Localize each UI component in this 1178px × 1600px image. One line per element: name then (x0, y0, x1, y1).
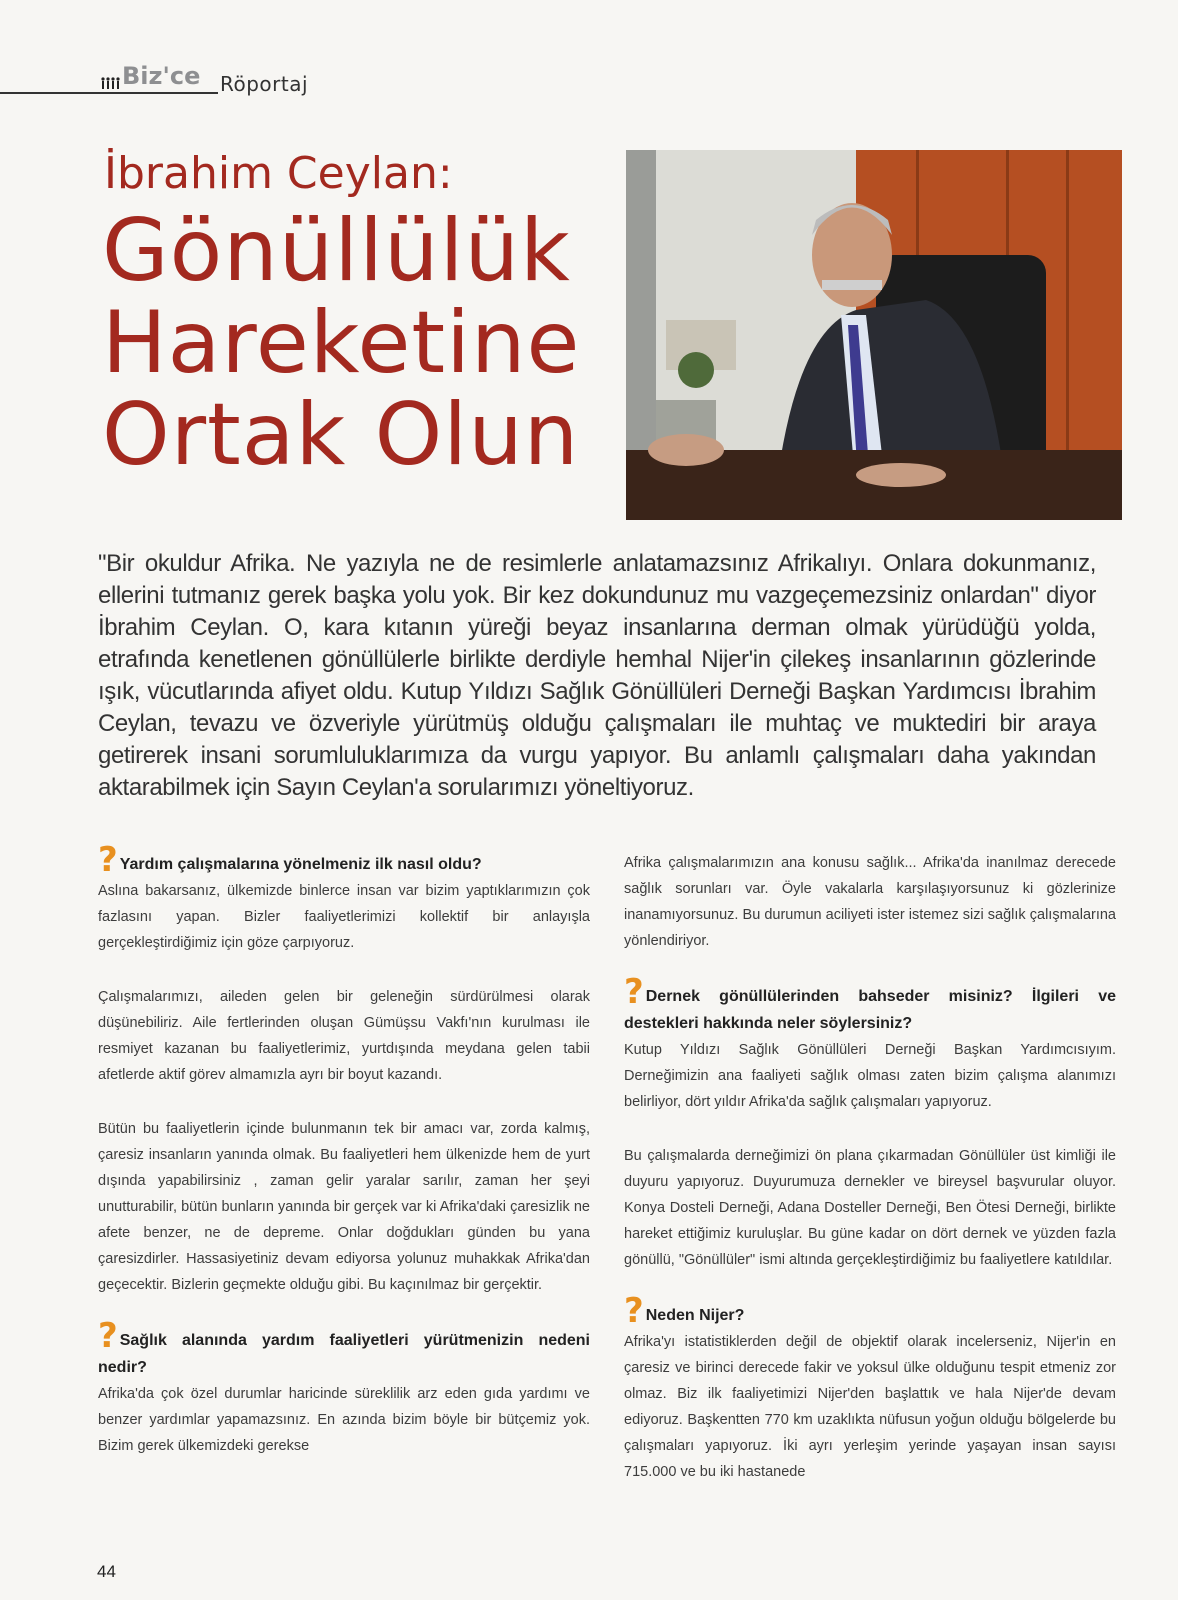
answer-paragraph: Kutup Yıldızı Sağlık Gönüllüleri Derneği Başkan Yardımcısıyım. Derneğimizin ana faaliyeti sağlık olması zaten bizim çalışma alanımızı belirliyor, dört yıldır Afrika'da sağlık çalışmaları yapıyoruz. (624, 1042, 1116, 1110)
question-text: Sağlık alanında yardım faaliyetleri yürütmenizin nedeni nedir? (98, 1332, 590, 1376)
title-line-3: Ortak Olun (102, 385, 580, 485)
answer-paragraph: Afrika çalışmalarımızın ana konusu sağlık... Afrika'da inanılmaz derecede sağlık sorunları var. Öyle vakalarla karşılaşıyorsunuz ki gözlerinize inanamıyorsunuz. Bu durumun aciliyeti ister istemez sizi sağlık çalışmalarına yönlendiriyor. (624, 855, 1116, 949)
right-column (624, 850, 1116, 1513)
question-mark-icon: ? (624, 972, 644, 1012)
question-mark-icon: ? (98, 1316, 118, 1356)
header-rule (0, 92, 218, 94)
answer-paragraph: Bütün bu faaliyetlerin içinde bulunmanın tek bir amacı var, zorda kalmış, çaresiz insanların yanında olmak. Bu faaliyetleri hem ülkenizde hem de yurt dışında yapabilirsiniz , zaman gelir yaralar sarılır, zaman her şeyi unutturabilir, bütün bunların yanında bir gerçek var ki Afrika'daki çaresizlik ne afete benzer, ne de depreme. Onlar doğdukları günden bu yana çaresizdirler. Hassasiyetiniz devam ediyorsa yolunuz muhakkak Afrika'dan geçecektir. Bizlerin geçmekte olduğu gibi. Bu kaçınılmaz bir gerçektir. (98, 1121, 590, 1293)
left-column (98, 840, 590, 1487)
question-heading (98, 840, 590, 880)
interviewee-name: İbrahim Ceylan: (104, 148, 453, 199)
title-line-2: Hareketine (102, 293, 581, 393)
question-mark-icon: ? (98, 840, 118, 880)
section-label: Röportaj (220, 72, 309, 96)
question-text: Neden Nijer? (645, 1307, 745, 1324)
answer-paragraph: Aslına bakarsanız, ülkemizde binlerce insan var bizim yaptıklarımızın çok fazlasını yapan. Bizler faaliyetlerimizi kollektif bir anlayışla gerçekleştirdiğimiz için göze çarpıyoruz. (98, 883, 590, 951)
question-heading (624, 972, 1116, 1037)
question-heading (98, 1316, 590, 1381)
people-icon (100, 76, 120, 90)
portrait-illustration (626, 150, 1122, 520)
brand-name: Biz'ce (122, 62, 201, 90)
answer-paragraph: Bu çalışmalarda derneğimizi ön plana çıkarmadan Gönüllüler üst kimliği ile duyuru yapıyoruz. Duyurumuza dernekler ve bireysel başvurular oluyor. Konya Dosteli Derneği, Adana Dosteller Derneği, Ben Ötesi Derneği, birlikte hareket ettiğimiz kuruluşlar. Bu güne kadar on dört dernek ve yüzden fazla gönüllü, "Gönüllüler" ismi altında gerçekleştirdiğimiz bu faaliyetlere katıldılar. (624, 1148, 1116, 1268)
page-number: 44 (97, 1562, 116, 1581)
article-lede: "Bir okuldur Afrika. Ne yazıyla ne de resimlerle anlatamazsınız Afrikalıyı. Onlara dokunmanız, ellerini tutmanız gerek başka yolu yok. Bir kez dokundunuz mu vazgeçemezsiniz onlardan" diyor İbrahim Ceylan. O, kara kıtanın yüreği beyaz insanlarına derman olmak yürüdüğü yolda, etrafında kenetlenen gönüllülerle birlikte derdiyle hemhal Nijer'in çilekeş insanlarının gözlerinde ışık, vücutlarında afiyet oldu. Kutup Yıldızı Sağlık Gönüllüleri Derneği Başkan Yardımcısı İbrahim Ceylan, tevazu ve özveriyle yürütmüş olduğu çalışmaları ile muhtaç ve muktediri bir araya getirerek insani sorumluluklarımıza da vurgu yapıyor. Bu anlamlı çalışmaları daha yakından aktarabilmek için Sayın Ceylan'a sorularımızı yöneltiyoruz. (98, 550, 1096, 801)
title-line-1: Gönüllülük (102, 201, 571, 301)
question-text: Yardım çalışmalarına yönelmeniz ilk nasıl oldu? (119, 856, 482, 873)
portrait-photo (626, 150, 1122, 520)
article-title (102, 201, 581, 485)
answer-paragraph: Çalışmalarımızı, aileden gelen bir geleneğin sürdürülmesi olarak düşünebiliriz. Aile fertlerinden oluşan Gümüşsu Vakfı'nın kurulması ile resmiyet kazanan bu faaliyetlerimiz, yurtdışında meydana gelen tabii afetlerde aktif görev almamızla ayrı bir boyut kazandı. (98, 989, 590, 1083)
question-text: Dernek gönüllülerinden bahseder misiniz? İlgileri ve destekleri hakkında neler söylersiniz? (624, 988, 1116, 1032)
magazine-header (0, 62, 340, 94)
answer-paragraph: Afrika'yı istatistiklerden değil de objektif olarak incelerseniz, Nijer'in en çaresiz ve birinci derecede fakir ve yoksul ülke olduğunu tespit etmeniz zor olmaz. Biz ilk faaliyetimizi Nijer'den başlattık ve hala Nijer'de devam ediyoruz. Başkentten 770 km uzaklıkta nüfusun yoğun olduğu bölgelerde bu çalışmaları yapıyoruz. İki ayrı yerleşim yerinde yaşayan insan sayısı 715.000 ve bu iki hastanede (624, 1334, 1116, 1480)
question-mark-icon: ? (624, 1291, 644, 1331)
answer-paragraph: Afrika'da çok özel durumlar haricinde süreklilik arz eden gıda yardımı ve benzer yardımlar yapamazsınız. En azında bizim böyle bir bütçemiz yok. Bizim gerek ülkemizdeki gerekse (98, 1386, 590, 1454)
question-heading (624, 1291, 1116, 1331)
magazine-logo (100, 62, 200, 90)
